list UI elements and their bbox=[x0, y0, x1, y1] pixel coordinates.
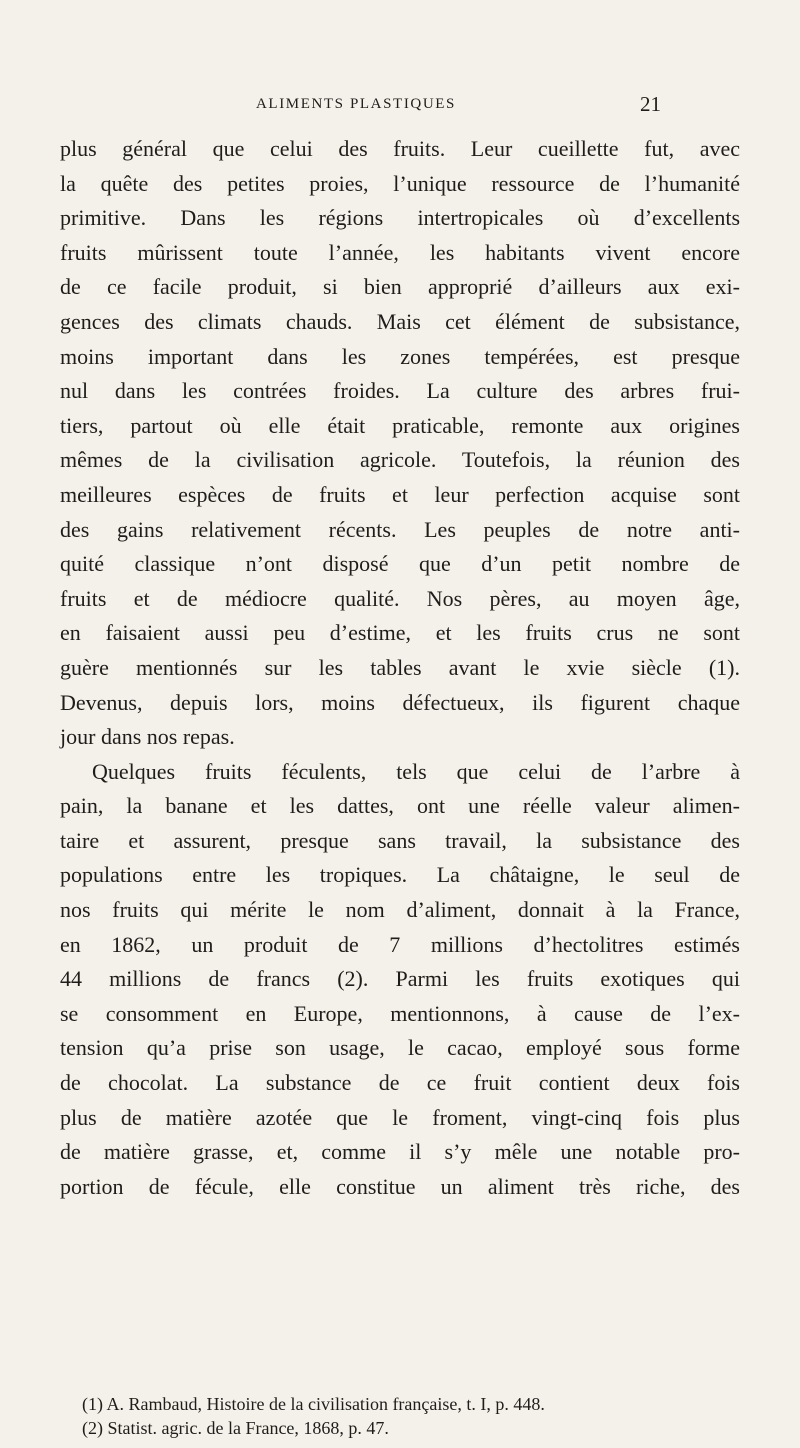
text-line: tension qu’a prise son usage, le cacao, employé sous forme bbox=[60, 1035, 740, 1061]
text-line: primitive. Dans les régions intertropicales où d’excellents bbox=[60, 205, 740, 231]
text-line: en faisaient aussi peu d’estime, et les fruits crus ne sont bbox=[60, 620, 740, 646]
text-line: jour dans nos repas. bbox=[60, 724, 235, 750]
text-line: mêmes de la civilisation agricole. Toutefois, la réunion des bbox=[60, 447, 740, 473]
text-line: pain, la banane et les dattes, ont une réelle valeur alimen- bbox=[60, 793, 740, 819]
footnotes bbox=[82, 1392, 742, 1440]
text-line: tiers, partout où elle était praticable, remonte aux origines bbox=[60, 412, 740, 438]
text-line: des gains relativement récents. Les peuples de notre anti- bbox=[60, 516, 740, 542]
text-line: la quête des petites proies, l’unique ressource de l’humanité bbox=[60, 170, 740, 196]
text-line: nos fruits qui mérite le nom d’aliment, donnait à la France, bbox=[60, 897, 740, 923]
text-line: populations entre les tropiques. La châtaigne, le seul de bbox=[60, 862, 740, 888]
text-line: nul dans les contrées froides. La culture des arbres frui- bbox=[60, 378, 740, 404]
text-line: gences des climats chauds. Mais cet élément de subsistance, bbox=[60, 308, 740, 334]
paragraph-fruits-history bbox=[60, 132, 740, 755]
text-line: Devenus, depuis lors, moins défectueux, ils figurent chaque bbox=[60, 689, 740, 715]
text-line: fruits et de médiocre qualité. Nos pères, au moyen âge, bbox=[60, 585, 740, 611]
text-line: se consomment en Europe, mentionnons, à cause de l’ex- bbox=[60, 1000, 740, 1026]
text-line: en 1862, un produit de 7 millions d’hectolitres estimés bbox=[60, 931, 740, 957]
text-line: moins important dans les zones tempérées, est presque bbox=[60, 343, 740, 369]
page-header bbox=[256, 92, 696, 122]
text-line: quité classique n’ont disposé que d’un petit nombre de bbox=[60, 551, 740, 577]
text-line: de chocolat. La substance de ce fruit contient deux fois bbox=[60, 1070, 740, 1096]
text-line: meilleures espèces de fruits et leur perfection acquise sont bbox=[60, 481, 740, 507]
body-text bbox=[60, 132, 740, 1204]
text-line: portion de fécule, elle constitue un aliment très riche, des bbox=[60, 1173, 740, 1199]
text-line: guère mentionnés sur les tables avant le xvie siècle (1). bbox=[60, 654, 740, 680]
text-line: Quelques fruits féculents, tels que celui de l’arbre à bbox=[92, 758, 740, 784]
text-line: de matière grasse, et, comme il s’y mêle une notable pro- bbox=[60, 1139, 740, 1165]
text-line: fruits mûrissent toute l’année, les habitants vivent encore bbox=[60, 239, 740, 265]
footnote: (1) A. Rambaud, Histoire de la civilisation française, t. I, p. 448. bbox=[82, 1394, 545, 1414]
text-line: plus de matière azotée que le froment, vingt-cinq fois plus bbox=[60, 1104, 740, 1130]
footnote: (2) Statist. agric. de la France, 1868, p. 47. bbox=[82, 1418, 389, 1438]
text-line: de ce facile produit, si bien approprié d’ailleurs aux exi- bbox=[60, 274, 740, 300]
running-title: ALIMENTS PLASTIQUES bbox=[256, 96, 456, 112]
text-line: 44 millions de francs (2). Parmi les fruits exotiques qui bbox=[60, 966, 740, 992]
paragraph-starchy-fruits bbox=[60, 755, 740, 1205]
text-line: taire et assurent, presque sans travail, la subsistance des bbox=[60, 827, 740, 853]
page-number: 21 bbox=[640, 92, 661, 116]
text-line: plus général que celui des fruits. Leur cueillette fut, avec bbox=[60, 136, 740, 161]
